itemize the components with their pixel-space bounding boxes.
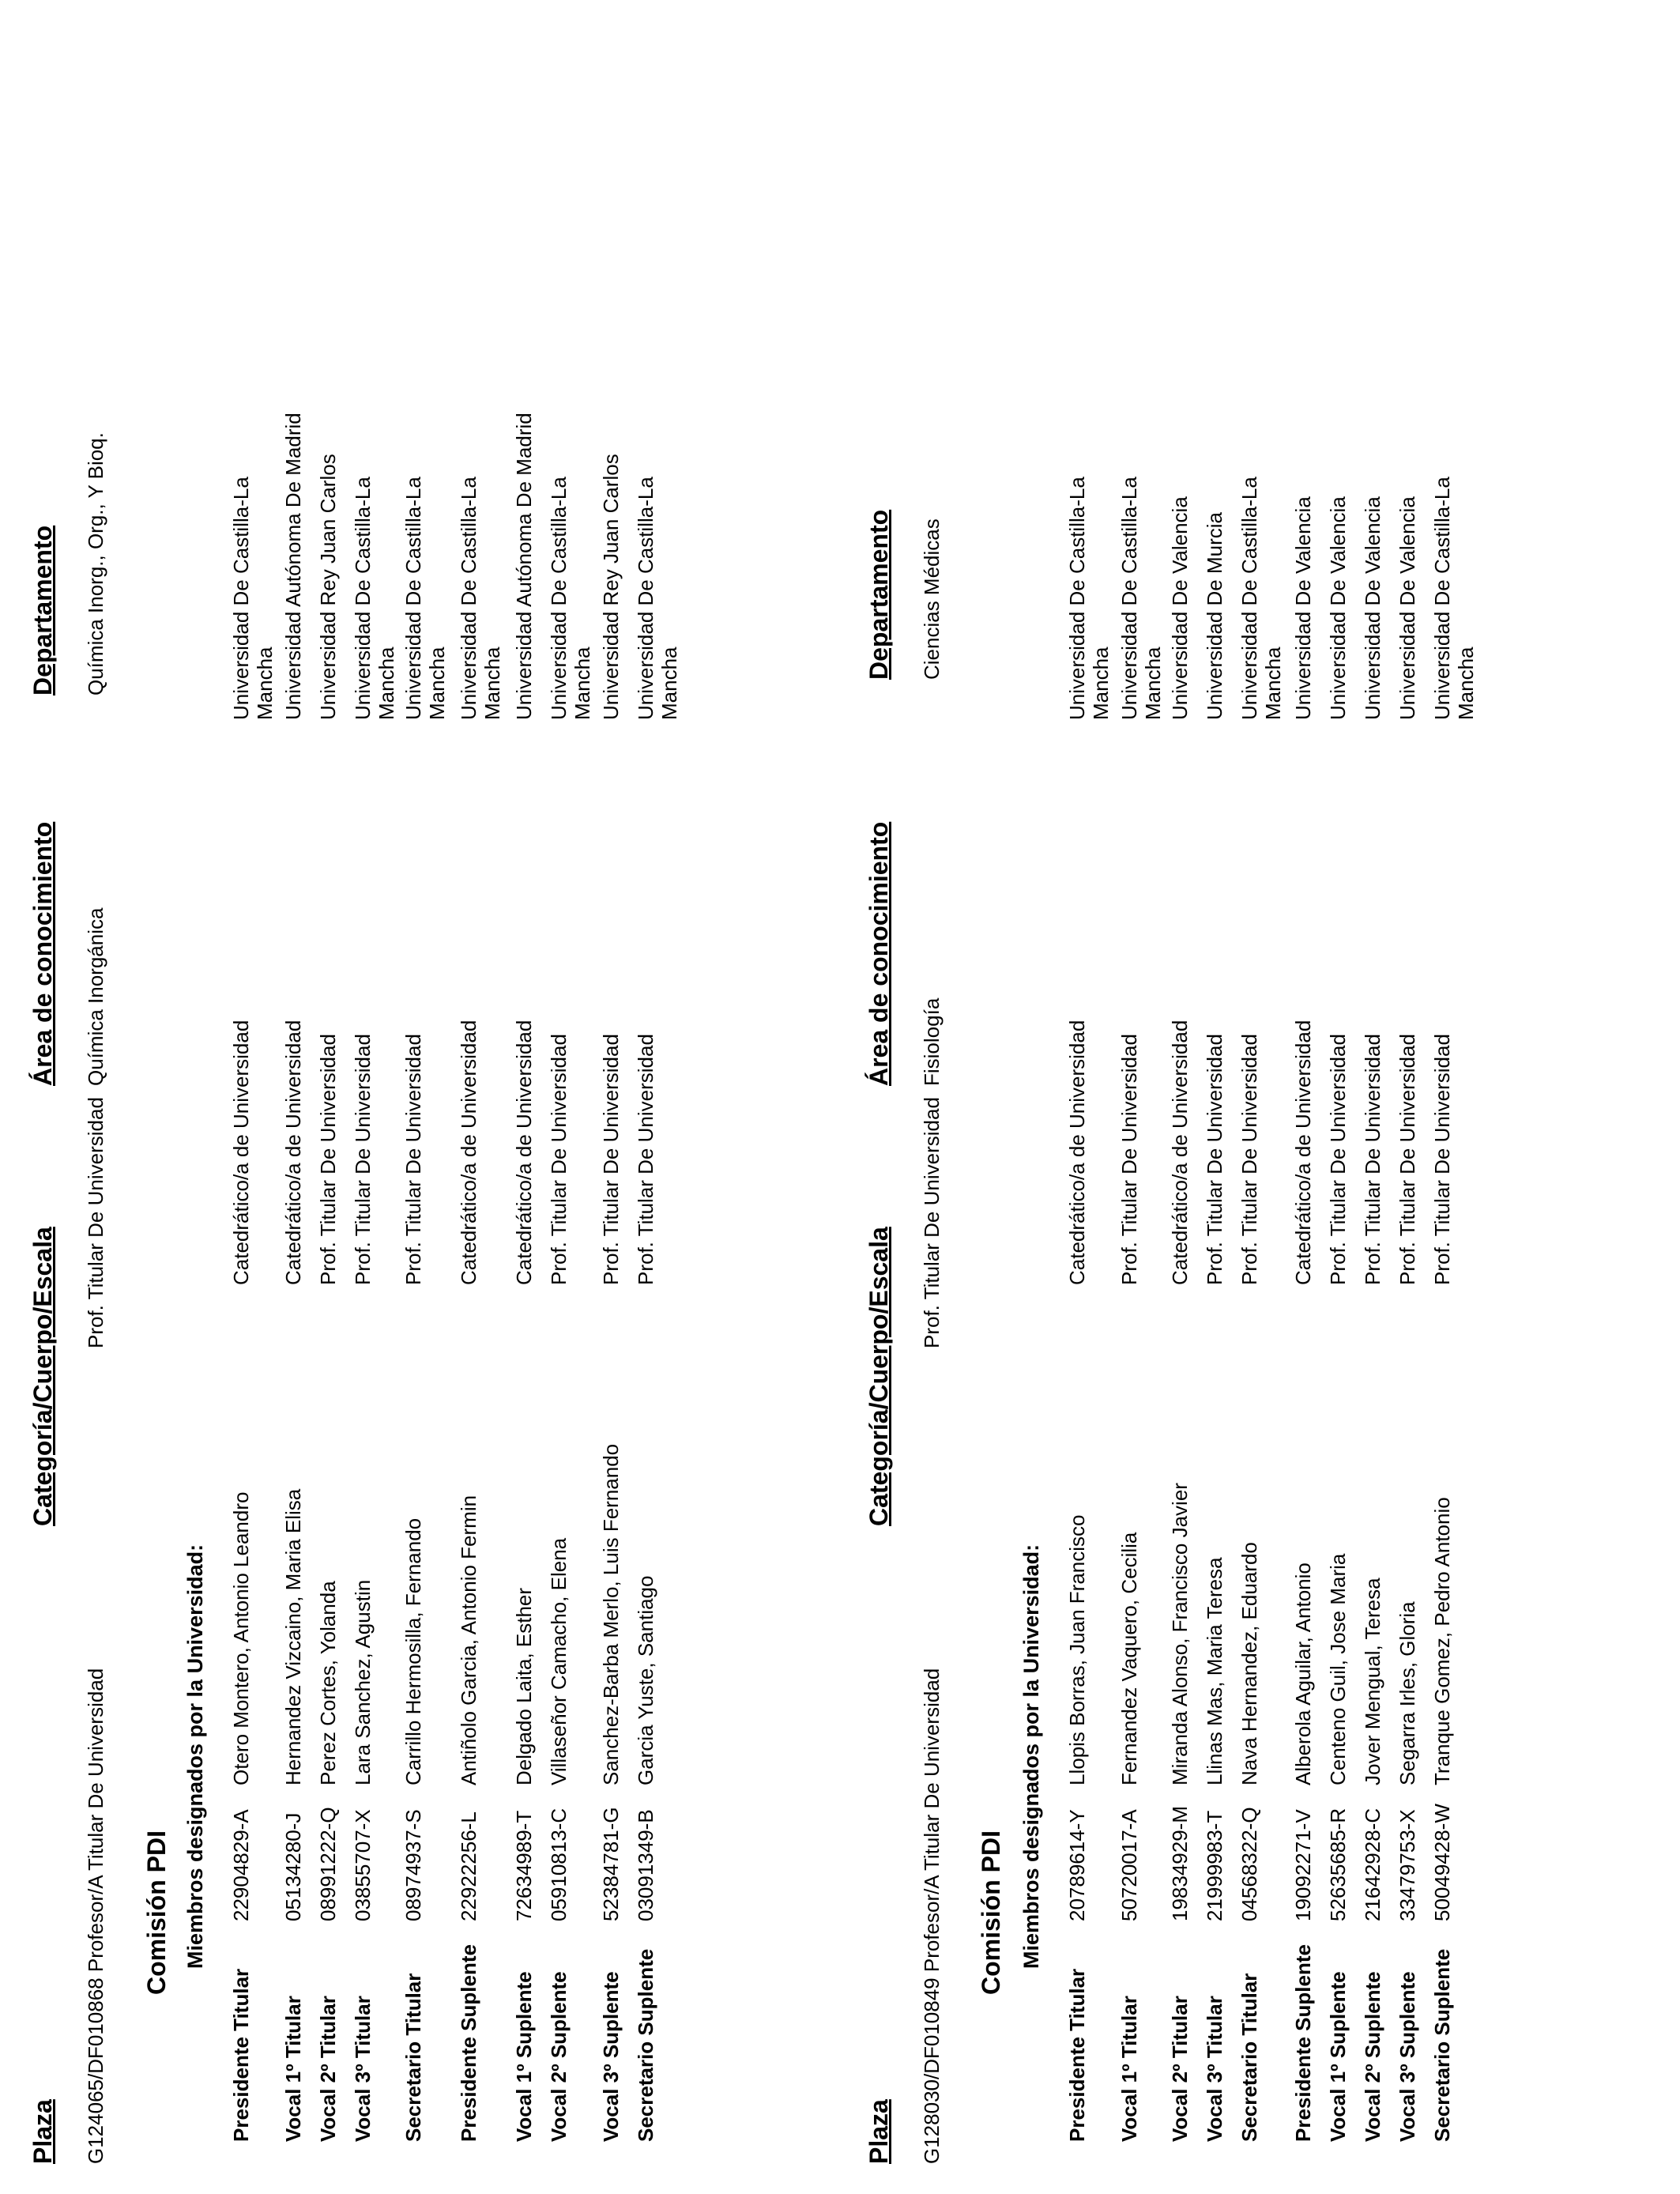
plaza-departamento: Ciencias Médicas: [920, 518, 944, 680]
member-university: Universidad De Castilla-La Mancha: [1117, 477, 1165, 720]
member-name: Nava Hernandez, Eduardo: [1237, 1542, 1261, 1785]
header-plaza: Plaza: [28, 2099, 57, 2164]
member-category: Catedrático/a de Universidad: [512, 1020, 536, 1285]
member-university: Universidad De Valencia: [1291, 496, 1315, 720]
member-name: Perez Cortes, Yolanda: [316, 1581, 340, 1785]
member-university: Universidad De Castilla-La Mancha: [1065, 477, 1113, 720]
member-category: Prof. Titular De Universidad: [1396, 1034, 1419, 1285]
member-role: Secretario Suplente: [634, 1948, 657, 2142]
member-role: Vocal 3º Suplente: [599, 1971, 623, 2142]
member-role: Vocal 2º Titular: [1168, 1996, 1192, 2142]
member-name: Tranque Gomez, Pedro Antonio: [1430, 1497, 1454, 1785]
header-categoria: Categoría/Cuerpo/Escala: [864, 1227, 893, 1526]
member-row: [1430, 0, 1478, 2194]
member-dni: 52635685-R: [1326, 1808, 1350, 1921]
member-dni: 33479753-X: [1396, 1809, 1419, 1921]
member-name: Llopis Borras, Juan Francisco: [1065, 1514, 1089, 1785]
member-category: Prof. Titular De Universidad: [316, 1034, 340, 1285]
commission-title: Comisión PDI: [977, 1830, 1005, 1995]
header-departamento: Departamento: [864, 509, 893, 680]
member-row: [599, 0, 631, 2194]
member-name: Fernandez Vaquero, Cecilia: [1117, 1532, 1141, 1785]
header-categoria: Categoría/Cuerpo/Escala: [28, 1227, 57, 1526]
member-name: Hernandez Vizcaino, Maria Elisa: [281, 1488, 305, 1785]
member-category: Prof. Titular De Universidad: [1430, 1034, 1454, 1285]
member-category: Prof. Titular De Universidad: [1117, 1034, 1141, 1285]
member-name: Jover Mengual, Teresa: [1361, 1578, 1384, 1785]
member-dni: 05134280-J: [281, 1812, 305, 1921]
member-university: Universidad Autónoma De Madrid: [512, 413, 536, 720]
member-university: Universidad De Castilla-La Mancha: [1237, 477, 1285, 720]
member-dni: 52384781-G: [599, 1807, 623, 1921]
member-row: [1326, 0, 1358, 2194]
plaza-categoria: Prof. Titular De Universidad: [920, 1097, 944, 1348]
commission-title: Comisión PDI: [142, 1830, 171, 1995]
member-category: Prof. Titular De Universidad: [547, 1034, 571, 1285]
member-row: [351, 0, 398, 2194]
member-name: Miranda Alonso, Francisco Javier: [1168, 1483, 1192, 1785]
member-row: [1361, 0, 1392, 2194]
member-category: Prof. Titular De Universidad: [599, 1034, 623, 1285]
member-role: Vocal 2º Suplente: [1361, 1971, 1384, 2142]
plaza-departamento: Química Inorg., Org., Y Bioq.: [84, 432, 107, 696]
member-dni: 20789614-Y: [1065, 1809, 1089, 1921]
member-name: Segarra Irles, Gloria: [1396, 1601, 1419, 1785]
member-dni: 03855707-X: [351, 1809, 375, 1921]
member-dni: 22922256-L: [457, 1811, 480, 1921]
member-university: Universidad Autónoma De Madrid: [281, 413, 305, 720]
member-role: Presidente Suplente: [1291, 1944, 1315, 2142]
member-role: Vocal 1º Titular: [1117, 1996, 1141, 2142]
member-category: Prof. Titular De Universidad: [1237, 1034, 1261, 1285]
member-dni: 50720017-A: [1117, 1809, 1141, 1921]
member-row: [1396, 0, 1427, 2194]
member-category: Prof. Titular De Universidad: [351, 1034, 375, 1285]
member-category: Prof. Titular De Universidad: [1361, 1034, 1384, 1285]
member-row: [1117, 0, 1165, 2194]
member-dni: 19092271-V: [1291, 1809, 1315, 1921]
member-row: [1237, 0, 1285, 2194]
member-category: Catedrático/a de Universidad: [457, 1020, 480, 1285]
member-dni: 21999983-T: [1203, 1810, 1226, 1921]
member-dni: 50049428-W: [1430, 1804, 1454, 1921]
member-dni: 21642928-C: [1361, 1808, 1384, 1921]
member-dni: 03091349-B: [634, 1809, 657, 1921]
member-university: Universidad De Castilla-La Mancha: [351, 477, 398, 720]
member-name: Lara Sanchez, Agustin: [351, 1579, 375, 1785]
member-university: Universidad De Valencia: [1168, 496, 1192, 720]
member-row: [1203, 0, 1234, 2194]
member-university: Universidad De Castilla-La Mancha: [634, 477, 681, 720]
header-departamento: Departamento: [28, 525, 57, 696]
member-dni: 08991222-Q: [316, 1807, 340, 1921]
member-category: Catedrático/a de Universidad: [229, 1020, 253, 1285]
member-row: [1291, 0, 1323, 2194]
member-name: Llinas Mas, Maria Teresa: [1203, 1557, 1226, 1785]
member-row: [634, 0, 681, 2194]
member-category: Prof. Titular De Universidad: [634, 1034, 657, 1285]
member-name: Sanchez-Barba Merlo, Luis Fernando: [599, 1443, 623, 1785]
member-name: Centeno Guil, Jose Maria: [1326, 1553, 1350, 1785]
member-role: Vocal 1º Suplente: [512, 1971, 536, 2142]
member-role: Vocal 1º Titular: [281, 1996, 305, 2142]
member-university: Universidad De Murcia: [1203, 512, 1226, 720]
member-row: [401, 0, 449, 2194]
member-name: Delgado Laita, Esther: [512, 1587, 536, 1785]
member-row: [512, 0, 544, 2194]
member-university: Universidad De Castilla-La Mancha: [457, 477, 504, 720]
member-category: Prof. Titular De Universidad: [1326, 1034, 1350, 1285]
member-role: Secretario Titular: [401, 1973, 425, 2142]
header-area: Área de conocimiento: [864, 821, 893, 1086]
member-row: [229, 0, 277, 2194]
member-dni: 72634989-T: [512, 1810, 536, 1921]
member-category: Catedrático/a de Universidad: [1168, 1020, 1192, 1285]
member-role: Presidente Titular: [229, 1968, 253, 2142]
member-name: Villaseñor Camacho, Elena: [547, 1537, 571, 1785]
members-subtitle: Miembros designados por la Universidad:: [1019, 1544, 1043, 1969]
header-area: Área de conocimiento: [28, 821, 57, 1086]
plaza-area: Química Inorgánica: [84, 907, 107, 1086]
member-category: Prof. Titular De Universidad: [401, 1034, 425, 1285]
member-row: [457, 0, 504, 2194]
member-row: [1168, 0, 1200, 2194]
member-category: Catedrático/a de Universidad: [281, 1020, 305, 1285]
member-role: Vocal 3º Titular: [351, 1996, 375, 2142]
plaza-area: Fisiología: [920, 997, 944, 1086]
member-row: [1065, 0, 1113, 2194]
member-dni: 05910813-C: [547, 1808, 571, 1921]
member-university: Universidad Rey Juan Carlos: [599, 454, 623, 720]
member-role: Vocal 2º Titular: [316, 1996, 340, 2142]
plaza-code: G128030/DF010849 Profesor/A Titular De Universidad: [920, 1668, 944, 2164]
member-role: Vocal 1º Suplente: [1326, 1971, 1350, 2142]
member-row: [547, 0, 594, 2194]
members-subtitle: Miembros designados por la Universidad:: [183, 1544, 207, 1969]
member-role: Vocal 3º Suplente: [1396, 1971, 1419, 2142]
member-dni: 19834929-M: [1168, 1806, 1192, 1921]
member-university: Universidad De Valencia: [1361, 496, 1384, 720]
member-role: Secretario Suplente: [1430, 1948, 1454, 2142]
member-university: Universidad De Castilla-La Mancha: [401, 477, 449, 720]
member-name: Garcia Yuste, Santiago: [634, 1575, 657, 1785]
plaza-categoria: Prof. Titular De Universidad: [84, 1097, 107, 1348]
member-category: Prof. Titular De Universidad: [1203, 1034, 1226, 1285]
member-row: [281, 0, 313, 2194]
member-dni: 22904829-A: [229, 1809, 253, 1921]
member-row: [316, 0, 348, 2194]
member-category: Catedrático/a de Universidad: [1065, 1020, 1089, 1285]
member-role: Secretario Titular: [1237, 1973, 1261, 2142]
member-university: Universidad De Castilla-La Mancha: [1430, 477, 1478, 720]
member-dni: 08974937-S: [401, 1809, 425, 1921]
member-name: Carrillo Hermosilla, Fernando: [401, 1517, 425, 1785]
header-plaza: Plaza: [864, 2099, 893, 2164]
member-name: Otero Montero, Antonio Leandro: [229, 1491, 253, 1785]
member-university: Universidad De Castilla-La Mancha: [547, 477, 594, 720]
member-dni: 04568322-Q: [1237, 1807, 1261, 1921]
member-role: Vocal 3º Titular: [1203, 1996, 1226, 2142]
member-role: Presidente Titular: [1065, 1968, 1089, 2142]
member-category: Catedrático/a de Universidad: [1291, 1020, 1315, 1285]
member-university: Universidad Rey Juan Carlos: [316, 454, 340, 720]
member-university: Universidad De Valencia: [1326, 496, 1350, 720]
member-role: Presidente Suplente: [457, 1944, 480, 2142]
plaza-code: G124065/DF010868 Profesor/A Titular De Universidad: [84, 1668, 107, 2164]
member-name: Alberola Aguilar, Antonio: [1291, 1563, 1315, 1785]
member-role: Vocal 2º Suplente: [547, 1971, 571, 2142]
member-university: Universidad De Castilla-La Mancha: [229, 477, 277, 720]
member-name: Antiñolo Garcia, Antonio Fermin: [457, 1495, 480, 1785]
member-university: Universidad De Valencia: [1396, 496, 1419, 720]
